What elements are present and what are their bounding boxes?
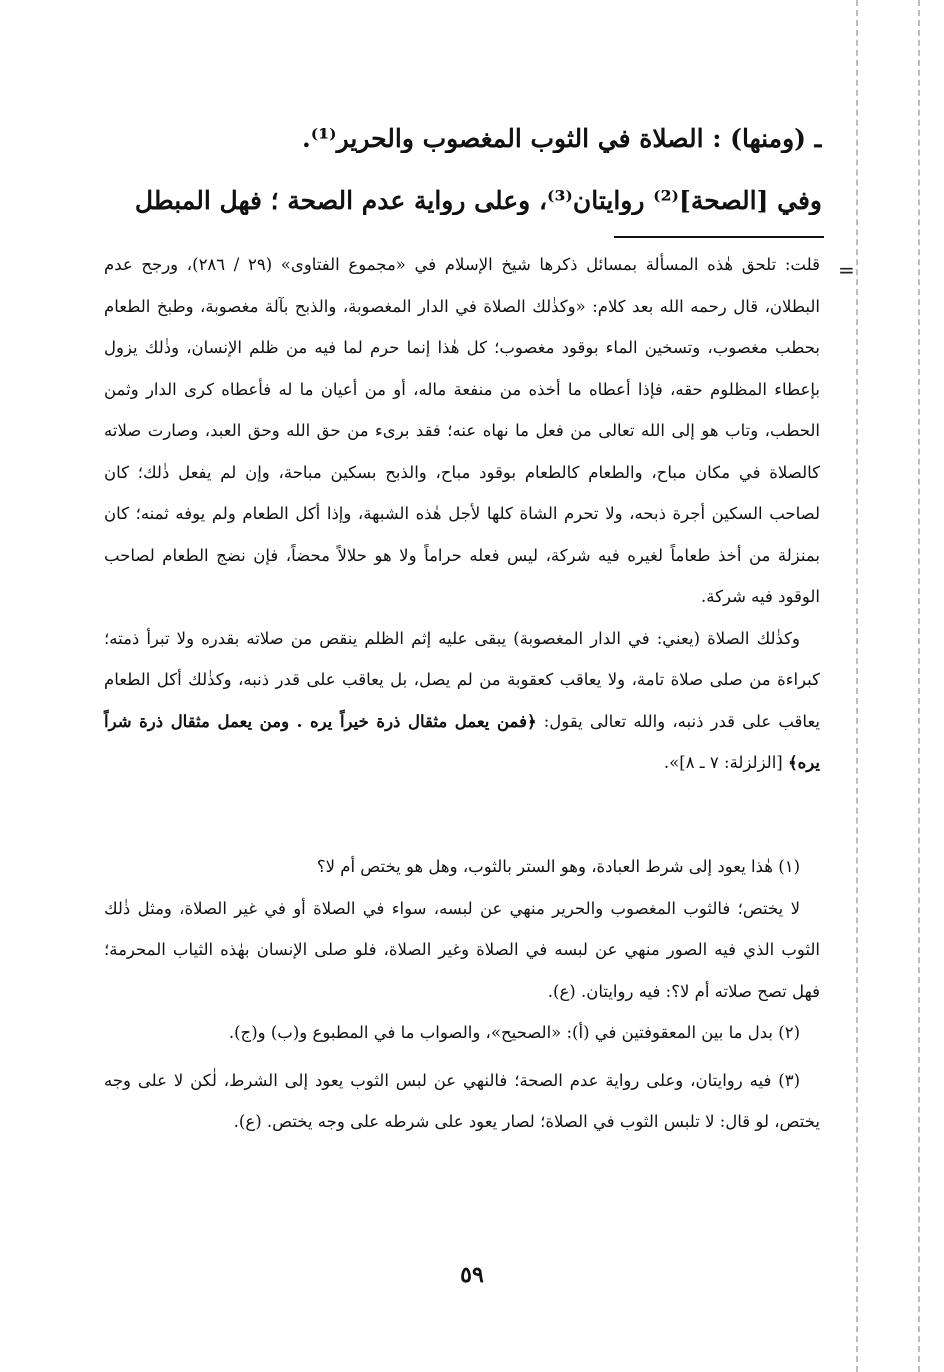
footnote-3: (٣) فيه روايتان، وعلى رواية عدم الصحة؛ فالنهي عن لبس الثوب يعود إلى الشرط، لٰكن لا على وجه يختص، لو قال: لا تلبس الثوب في الصلاة؛ لصار يعود على شرطه على وجه يختص. (ع). xyxy=(104,1070,820,1131)
commentary-paragraph-1: قلت: تلحق هٰذه المسألة بمسائل ذكرها شيخ الإسلام في «مجموع الفتاوى» (٢٩ / ٢٨٦)، ورجح عدم البطلان، قال رحمه الله بعد كلام: «وكذٰلك الصلاة في الدار المغصوبة، والذبح بآلة مغصوبة، وطبخ الطعام بحطب مغصوب، وتسخين الماء بوقود مغصوب؛ كل هٰذا إنما حرم لما فيه من ظلم الإنسان، وذٰلك يزول بإعطاء المظلوم حقه، فإذا أعطاه ما أخذه من منفعة ماله، أو من أعيان ما له فأعطاه كرى الدار وثمن الحطب، وتاب هو إلى الله تعالى من فعل ما نهاه عنه؛ فقد برىء من حق الله وحق العبد، وصارت صلاته كالصلاة في مكان مباح، والطعام كالطعام بوقود مباح، والذبح بسكين مباحة، وإن لم يفعل ذٰلك؛ كان لصاحب السكين أجرة ذبحه، ولا تحرم الشاة كلها لأجل هٰذه الشبهة، وإذا أكل الطعام ولم يوفه ثمنه؛ كان بمنزلة من أخذ طعاماً لغيره فيه شركة، ليس فعله حراماً ولا هو حلالاً محضاً، فإن نضج الطعام لصاحب الوقود فيه شركة. xyxy=(104,255,820,606)
verse-reference: [الزلزلة: ٧ ـ ٨]». xyxy=(663,753,788,772)
page-number: ٥٩ xyxy=(460,1262,484,1288)
commentary-block xyxy=(104,244,820,784)
commentary-text: وكذٰلك الصلاة (يعني: في الدار المغصوبة) يبقى عليه إثم الظلم ينقص من صلاته بقدره ولا تبرأ ذمته؛ كبراءة من صلى صلاة تامة، ولا يعاقب كعقوبة من لم يصل، بل يعاقب على قدر ذنبه، وكذٰلك أكل الطعام يعاقب على قدر ذنبه، والله تعالى يقول: xyxy=(104,628,820,731)
scan-edge-mark xyxy=(918,0,920,1372)
heading-line-2: وفي [الصحة]⁽²⁾ روايتان⁽³⁾، وعلى رواية عدم الصحة ؛ فهل المبطل xyxy=(134,186,822,215)
scan-edge-mark xyxy=(856,0,858,1372)
footnote-2: (٢) بدل ما بين المعقوفتين في (أ): «الصحيح»، والصواب ما في المطبوع و(ب) و(ج). xyxy=(228,1023,800,1042)
continuation-mark: = xyxy=(838,258,855,282)
commentary-paragraph-2 xyxy=(104,618,820,784)
footnotes-block xyxy=(104,846,820,1143)
footnote-1-question: (١) هٰذا يعود إلى شرط العبادة، وهو الستر بالثوب، وهل هو يختص أم لا؟ xyxy=(316,857,800,876)
quran-verse: ﴿فمن يعمل مثقال ذرة خيراً يره . ومن يعمل مثقال ذرة شراً يره﴾ xyxy=(104,711,820,772)
footnote-separator xyxy=(614,236,824,238)
footnote-1-answer: لا يختص؛ فالثوب المغصوب والحرير منهي عن لبسه، سواء في الصلاة أو في غير الصلاة، ومثل ذٰلك الثوب الذي فيه الصور منهي عن لبسه في الصلاة وغير الصلاة، فلو صلى الإنسان بهٰذه الثياب المحرمة؛ فهل تصح صلاته أم لا؟: فيه روايتان. (ع). xyxy=(104,898,820,1001)
heading-line-1: ـ (ومنها) : الصلاة في الثوب المغصوب والحرير⁽¹⁾. xyxy=(302,124,822,153)
